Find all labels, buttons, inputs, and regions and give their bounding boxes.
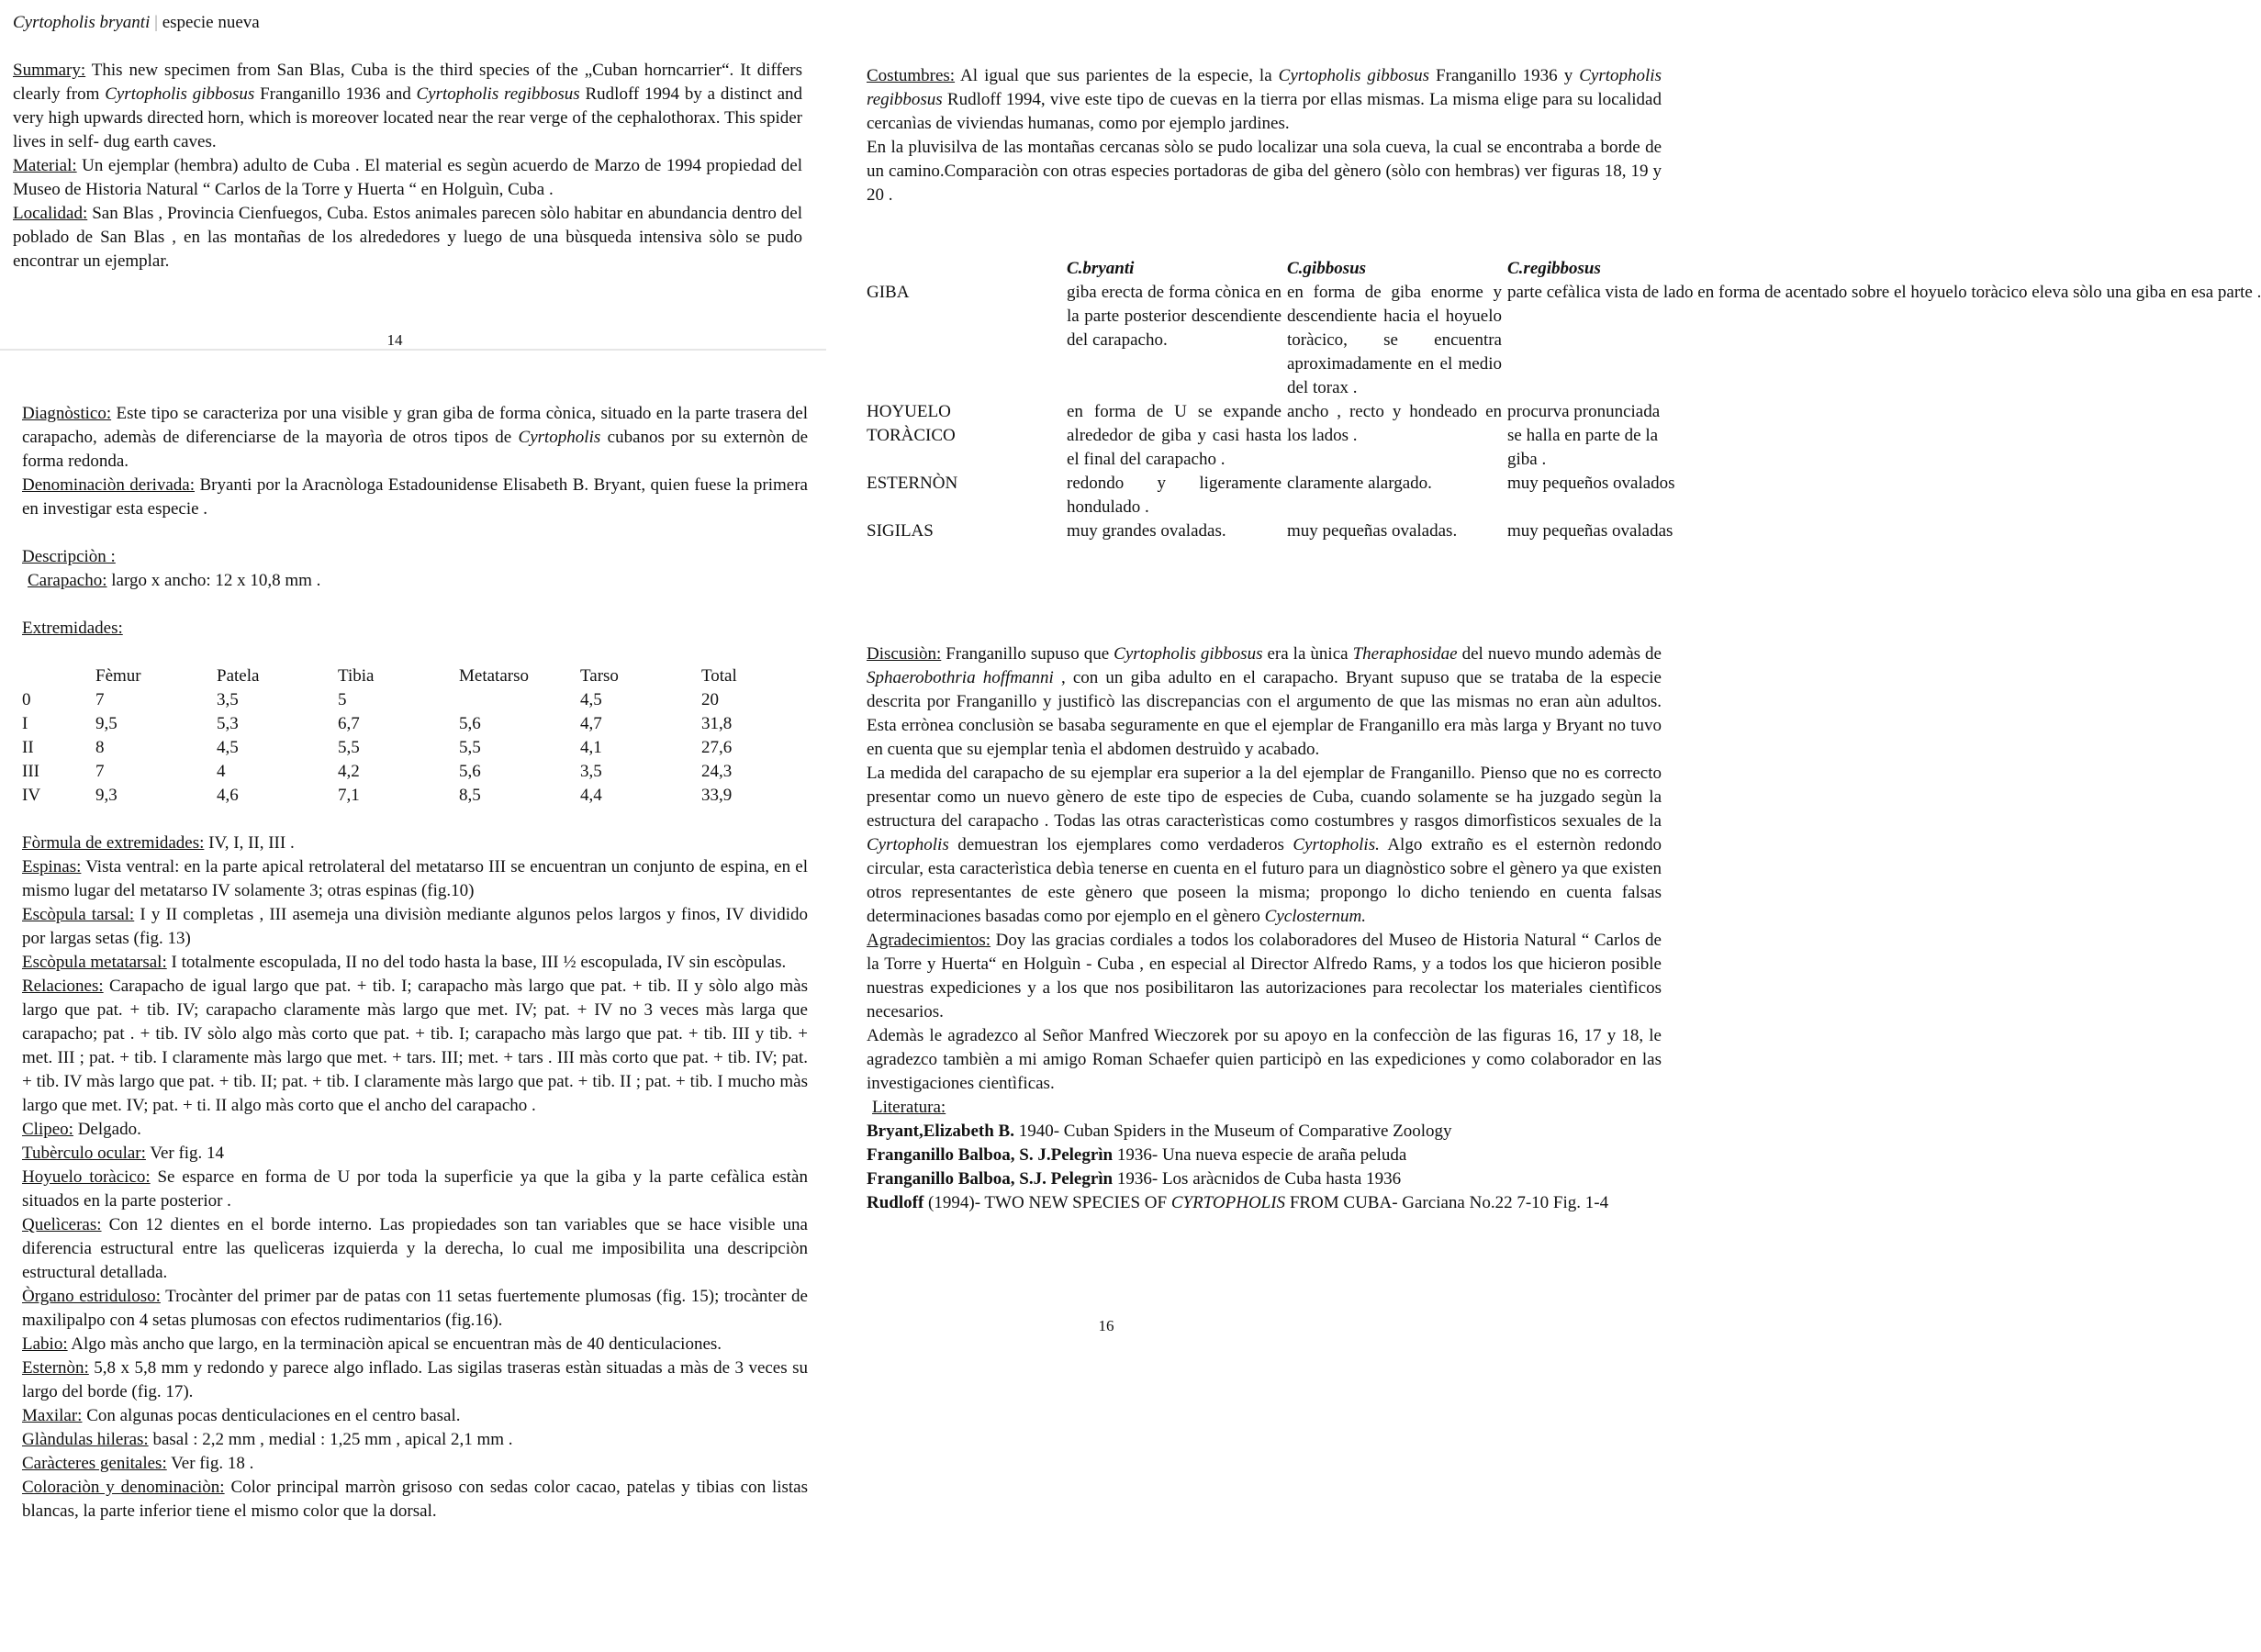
table-row: GIBA giba erecta de forma cònica en la parte posterior descendiente del carapacho. en forma de giba enorme y descendiente hacia el hoyuelo toràcico, se encuentra aproximadamente en el medio del torax . parte cefàlica vista de lado en forma de acentado sobre el hoyuelo toràcico eleva sòlo una giba en esa parte . bbox=[867, 283, 2261, 397]
comparison-table bbox=[867, 257, 2261, 543]
left-page bbox=[0, 0, 826, 1652]
table-header-row: Fèmur Patela Tibia Metatarso Tarso Total bbox=[95, 666, 737, 686]
table-row: II 8 4,5 5,5 5,5 4,1 27,6 bbox=[22, 738, 733, 757]
material-paragraph: Material: Un ejemplar (hembra) adulto de Cuba . El material es segùn acuerdo de Marzo de 1994 propiedad del Museo de Historia Natural “ Carlos de la Torre y Huerta “ en Holguìn, Cuba . bbox=[13, 156, 802, 199]
table-header-row: C.bryanti C.gibbosus C.regibbosus bbox=[1067, 259, 1601, 278]
table-row: IV 9,3 4,6 7,1 8,5 4,4 33,9 bbox=[22, 786, 733, 805]
page-number-16: 16 bbox=[1098, 1317, 1114, 1334]
coloracion-paragraph: Coloraciòn y denominaciòn: Color principal marròn grisoso con sedas color cacao, patelas y tibias con listas blancas, la parte inferior tiene el mismo color que la dorsal. bbox=[22, 1478, 808, 1521]
glandulas-paragraph: Glàndulas hileras: basal : 2,2 mm , medial : 1,25 mm , apical 2,1 mm . bbox=[22, 1430, 513, 1449]
costumbres-paragraph-2: En la pluvisilva de las montañas cercanas sòlo se pudo localizar una sola cueva, la cual se encontraba a borde de un camino.Comparaciòn con otras especies portadoras de giba del gènero (sòlo con hembras) ver figuras 18, 19 y 20 . bbox=[867, 138, 1662, 205]
denominacion-paragraph: Denominaciòn derivada: Bryanti por la Aracnòloga Estadounidense Elisabeth B. Bryant, quien fuese la primera en investigar esta especie . bbox=[22, 475, 808, 519]
discusion-block bbox=[867, 642, 1662, 1215]
labio-paragraph: Labio: Algo màs ancho que largo, en la terminaciòn apical se encuentran màs de 40 denticulaciones. bbox=[22, 1334, 722, 1354]
list-item: Bryant,Elizabeth B. 1940- Cuban Spiders in the Museum of Comparative Zoology bbox=[867, 1122, 1452, 1141]
references-list bbox=[867, 1120, 1662, 1215]
list-item: Rudloff (1994)- TWO NEW SPECIES OF CYRTOPHOLIS FROM CUBA- Garciana No.22 7-10 Fig. 1-4 bbox=[867, 1193, 1609, 1212]
espinas-paragraph: Espinas: Vista ventral: en la parte apical retrolateral del metatarso III se encuentran un conjunto de espina, en el mismo lugar del metatarso IV solamente 3; otras espinas (fig.10) bbox=[22, 857, 808, 900]
right-page bbox=[826, 0, 2261, 1652]
species-name: Cyrtopholis bryanti bbox=[13, 13, 151, 32]
costumbres-paragraph: Costumbres: Al igual que sus parientes de la especie, la Cyrtopholis gibbosus Franganillo 1936 y Cyrtopholis regibbosus Rudloff 1994, vive este tipo de cuevas en la tierra por ellas mismas. La misma elige para su localidad cercanìas de viviendas humanas, como por ejemplo jardines. bbox=[867, 66, 1662, 133]
species-label: especie nueva bbox=[162, 13, 260, 32]
discusion-paragraph-2: La medida del carapacho de su ejemplar era superior a la del ejemplar de Franganillo. Pienso que no es correcto presentar como un nuevo gènero de este tipo de especies de Cuba, cuando solamente se ha juzgado segùn la estructura del carapacho . Todas las otras caracterìsticas como costumbres y rasgos dimorfìsticos sexuales de la Cyrtopholis demuestran los ejemplares como verdaderos Cyrtopholis. Algo extraño es el esternòn redondo circular, esta caracterìstica debìa tenerse en cuenta en el futuro para un diagnòstico sobre el gènero ya que existen otros representantes de este gènero que poseen la misma; propongo lo dicho teniendo en cuenta falsas determinaciones basadas como por ejemplo en el gènero Cyclosternum. bbox=[867, 764, 1662, 926]
summary-paragraph: Summary: This new specimen from San Blas, Cuba is the third species of the „Cuban horncarrier“. It differs clearly from Cyrtopholis gibbosus Franganillo 1936 and Cyrtopholis regibbosus Rudloff 1994 by a distinct and very high upwards directed horn, which is moreover located near the rear verge of the cephalothorax. This spider lives in self- dug earth caves. bbox=[13, 61, 803, 151]
table-row: ESTERNÒN redondo y ligeramente hondulado . claramente alargado. muy pequeños ovalados bbox=[867, 474, 1675, 517]
agradecimientos-paragraph-2: Ademàs le agradezco al Señor Manfred Wieczorek por su apoyo en la confecciòn de las figuras 16, 17 y 18, le agradezco tambièn a mi amigo Roman Schaefer quien participò en las expediciones y como colaborador en las investigaciones cientìficas. bbox=[867, 1026, 1662, 1093]
escopula-tarsal-paragraph: Escòpula tarsal: I y II completas , III asemeja una divisiòn mediante algunos pelos largos y finos, IV dividido por largas setas (fig. 13) bbox=[22, 905, 808, 948]
agradecimientos-paragraph: Agradecimientos: Doy las gracias cordiales a todos los colaboradores del Museo de Historia Natural “ Carlos de la Torre y Huerta“ en Holguìn - Cuba , en especial al Director Alfredo Rams, y a todos los que hicieron posible nuestras expediciones y a los que nos posibilitaron las autorizaciones para recolectar los materiales cientìficos necesarios. bbox=[867, 931, 1662, 1021]
limb-measurements-table bbox=[22, 664, 756, 808]
maxilar-paragraph: Maxilar: Con algunas pocas denticulaciones en el centro basal. bbox=[22, 1406, 461, 1425]
hoyuelo-paragraph: Hoyuelo toràcico: Se esparce en forma de U por toda la superficie ya que la giba y la parte cefàlica estàn situados en la parte posterior . bbox=[22, 1167, 808, 1211]
diagnosis-block bbox=[22, 402, 808, 641]
page-number-14: 14 bbox=[386, 331, 403, 349]
table-row: 0 7 3,5 5 4,5 20 bbox=[22, 690, 719, 709]
organo-paragraph: Òrgano estriduloso: Trocànter del primer par de patas con 11 setas fuertemente plumosas (fig. 15); trocànter de maxilipalpo con 4 setas plumosas con efectos rudimentarios (fig.16). bbox=[22, 1287, 808, 1330]
list-item: Franganillo Balboa, S. J.Pelegrìn 1936- Una nueva especie de araña peluda bbox=[867, 1145, 1407, 1165]
table-row: III 7 4 4,2 5,6 3,5 24,3 bbox=[22, 762, 733, 781]
descripcion-heading: Descripciòn : bbox=[22, 547, 116, 566]
escopula-metatarsal-paragraph: Escòpula metatarsal: I totalmente escopulada, II no del todo hasta la base, III ½ escopulada, IV sin escòpulas. bbox=[22, 953, 787, 972]
queliceras-paragraph: Quelìceras: Con 12 dientes en el borde interno. Las propiedades son tan variables que se hace visible una diferencia estructural entre las quelìceras izquierda y la derecha, lo cual me imposibilita una descripciòn estructural detallada. bbox=[22, 1215, 808, 1282]
carapacho-line: Carapacho: largo x ancho: 12 x 10,8 mm . bbox=[28, 571, 321, 590]
list-item: Franganillo Balboa, S.J. Pelegrìn 1936- Los aràcnidos de Cuba hasta 1936 bbox=[867, 1169, 1402, 1189]
localidad-paragraph: Localidad: San Blas , Provincia Cienfuegos, Cuba. Estos animales parecen sòlo habitar en abundancia dentro del poblado de San Blas , en las montañas de los alrededores y luego de una bùsqueda intensiva sòlo se pudo encontrar un ejemplar. bbox=[13, 204, 802, 271]
clipeo-paragraph: Clipeo: Delgado. bbox=[22, 1120, 141, 1139]
summary-block bbox=[13, 59, 802, 273]
relaciones-paragraph: Relaciones: Carapacho de igual largo que pat. + tib. I; carapacho màs largo que pat. + tib. II y sòlo algo màs largo que pat. + tib. IV; carapacho claramente màs largo que met. IV; pat. + IV no 3 veces màs larga que carapacho; pat . + tib. IV sòlo algo màs corto que pat. + tib. I; carapacho màs largo que pat. + tib. III y tib. + met. III ; pat. + tib. I claramente màs largo que met. + tars. III; met. + tars . III màs corto que pat. + tib. IV; pat. + tib. IV màs largo que pat. + tib. II; pat. + tib. I claramente màs largo que pat. + tib. II ; pat. + tib. I mucho màs largo que met. IV; pat. + ti. II algo màs corto que el ancho del carapacho . bbox=[22, 977, 808, 1115]
tuberculo-paragraph: Tubèrculo ocular: Ver fig. 14 bbox=[22, 1144, 225, 1163]
page-divider bbox=[0, 349, 826, 351]
literatura-heading: Literatura: bbox=[872, 1098, 946, 1117]
table-row: SIGILAS muy grandes ovaladas. muy pequeñas ovaladas. muy pequeñas ovaladas bbox=[867, 521, 1673, 541]
species-header: Cyrtopholis bryanti | especie nueva bbox=[13, 13, 260, 32]
diagnostico-paragraph: Diagnòstico: Este tipo se caracteriza por una visible y gran giba de forma cònica, situado en la parte trasera del carapacho, ademàs de diferenciarse de la mayorìa de otros tipos de Cyrtopholis cubanos por su externòn de forma redonda. bbox=[22, 404, 808, 471]
esternon-paragraph: Esternòn: 5,8 x 5,8 mm y redondo y parece algo inflado. Las sigilas traseras estàn situadas a màs de 3 veces su largo del borde (fig. 17). bbox=[22, 1358, 808, 1401]
costumbres-block bbox=[867, 64, 1662, 207]
formula-paragraph: Fòrmula de extremidades: IV, I, II, III . bbox=[22, 833, 295, 853]
table-row: I 9,5 5,3 6,7 5,6 4,7 31,8 bbox=[22, 714, 733, 733]
discusion-paragraph: Discusiòn: Franganillo supuso que Cyrtopholis gibbosus era la ùnica Theraphosidae del nuevo mundo ademàs de Sphaerobothria hoffmanni , con un giba adulto en el carapacho. Bryant supuso que se trataba de la especie descrita por Franganillo y justificò las discrepancias con el argumento de que las mismas no eran aùn adultos. Esta errònea conclusiòn se basaba seguramente en que el ejemplar de Franganillo era màs larga y Bryant no tuvo en cuenta que su ejemplar tenìa el abdomen destruìdo y acabado. bbox=[867, 644, 1662, 759]
table-row: HOYUELO TORÀCICO en forma de U se expande alrededor de giba y casi hasta el final del carapacho . ancho , recto y hondeado en los lados . procurva pronunciada se halla en parte de la giba . bbox=[867, 402, 1661, 469]
description-block bbox=[22, 832, 808, 1524]
caracteres-paragraph: Caràcteres genitales: Ver fig. 18 . bbox=[22, 1454, 254, 1473]
extremidades-heading: Extremidades: bbox=[22, 619, 123, 638]
